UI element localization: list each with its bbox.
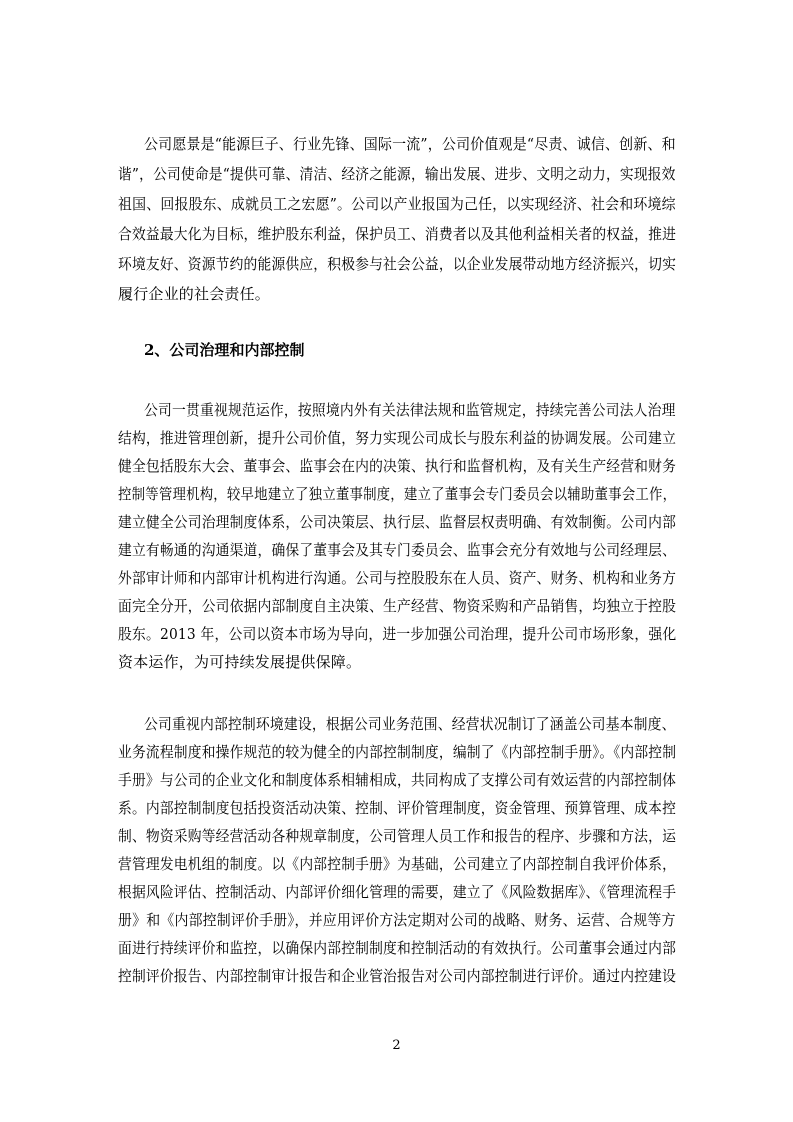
paragraph-line: 结构，推进管理创新，提升公司价值，努力实现公司成长与股东利益的协调发展。公司建立 — [118, 429, 677, 447]
paragraph-line: 控制评价报告、内部控制审计报告和企业管治报告对公司内部控制进行评价。通过内控建设 — [118, 967, 677, 985]
paragraph-line: 合效益最大化为目标，维护股东利益，保护员工、消费者以及其他利益相关者的权益，推进 — [118, 225, 677, 243]
paragraph-line: 册》和《内部控制评价手册》，并应用评价方法定期对公司的战略、财务、运营、合规等方 — [118, 911, 676, 929]
paragraph-line: 股东。2013 年，公司以资本市场为导向，进一步加强公司治理，提升公司市场形象，强化 — [118, 625, 677, 643]
paragraph-line: 根据风险评估、控制活动、内部评价细化管理的需要，建立了《风险数据库》、《管理流程手 — [118, 883, 677, 901]
paragraph-line: 谐”，公司使命是“提供可靠、清洁、经济之能源，输出发展、进步、文明之动力，实现报效 — [118, 165, 676, 183]
paragraph-line: 公司愿景是“能源巨子、行业先锋、国际一流”，公司价值观是“尽责、诚信、创新、和 — [144, 135, 676, 153]
paragraph-line: 资本运作，为可持续发展提供保障。 — [118, 653, 362, 671]
paragraph-line: 业务流程制度和操作规范的较为健全的内部控制制度，编制了《内部控制手册》。《内部控制 — [118, 743, 677, 761]
paragraph-line: 公司重视内部控制环境建设，根据公司业务范围、经营状况制订了涵盖公司基本制度、 — [144, 715, 676, 733]
paragraph-line: 健全包括股东大会、董事会、监事会在内的决策、执行和监督机构，及有关生产经营和财务 — [118, 457, 677, 475]
paragraph-line: 公司一贯重视规范运作，按照境内外有关法律法规和监管规定，持续完善公司法人治理 — [144, 401, 676, 419]
paragraph-line: 祖国、回报股东、成就员工之宏愿”。公司以产业报国为己任，以实现经济、社会和环境综 — [118, 195, 676, 213]
paragraph-line: 系。内部控制制度包括投资活动决策、控制、评价管理制度，资金管理、预算管理、成本控 — [118, 799, 677, 817]
paragraph-line: 制、物资采购等经营活动各种规章制度，公司管理人员工作和报告的程序、步骤和方法，运 — [118, 827, 677, 845]
page-number: 2 — [392, 1038, 401, 1053]
paragraph-line: 外部审计师和内部审计机构进行沟通。公司与控股股东在人员、资产、财务、机构和业务方 — [118, 569, 677, 587]
section-heading: 2、公司治理和内部控制 — [144, 341, 305, 359]
paragraph-line: 手册》与公司的企业文化和制度体系相辅相成，共同构成了支撑公司有效运营的内部控制体 — [118, 771, 677, 789]
paragraph-line: 建立健全公司治理制度体系，公司决策层、执行层、监督层权责明确、有效制衡。公司内部 — [118, 513, 677, 531]
paragraph-line: 环境友好、资源节约的能源供应，积极参与社会公益，以企业发展带动地方经济振兴，切实 — [118, 255, 677, 273]
paragraph-line: 建立有畅通的沟通渠道，确保了董事会及其专门委员会、监事会充分有效地与公司经理层、 — [118, 541, 677, 559]
paragraph-line: 营管理发电机组的制度。以《内部控制手册》为基础，公司建立了内部控制自我评价体系， — [118, 855, 677, 873]
paragraph-line: 面进行持续评价和监控，以确保内部控制制度和控制活动的有效执行。公司董事会通过内部 — [118, 939, 677, 957]
paragraph-line: 控制等管理机构，较早地建立了独立董事制度，建立了董事会专门委员会以辅助董事会工作， — [118, 485, 677, 503]
paragraph-line: 面完全分开，公司依据内部制度自主决策、生产经营、物资采购和产品销售，均独立于控股 — [118, 597, 677, 615]
paragraph-line: 履行企业的社会责任。 — [118, 285, 271, 303]
